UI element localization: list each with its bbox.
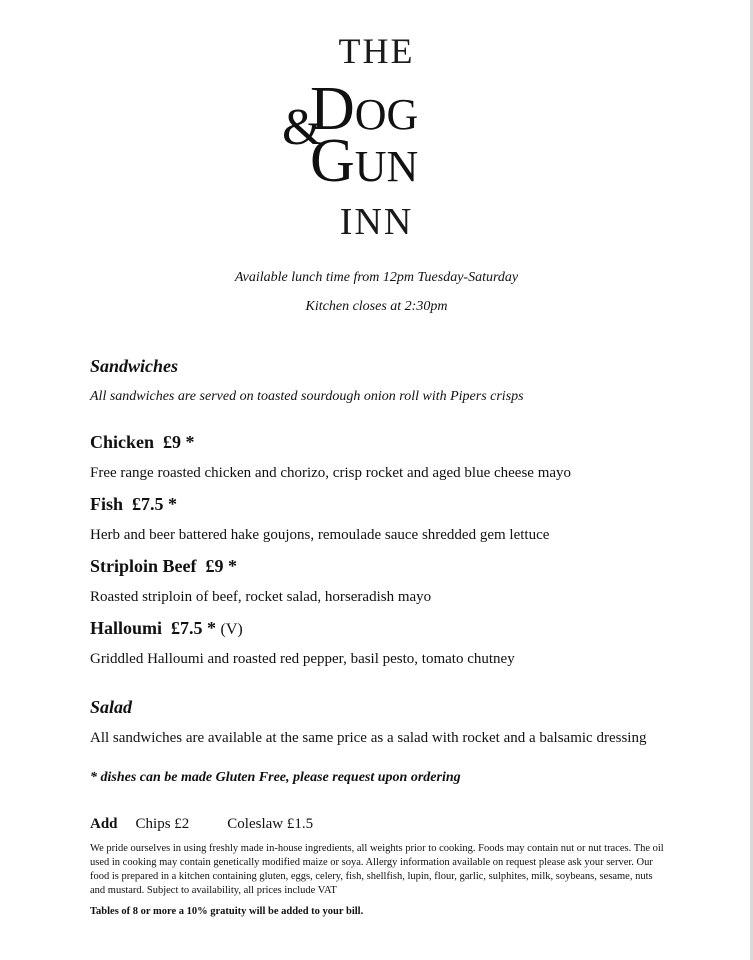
menu-item-halloumi: Halloumi £7.5 * (V) (90, 618, 243, 638)
sandwiches-heading: Sandwiches (90, 356, 179, 376)
sandwiches-note: All sandwiches are served on toasted sourdough onion roll with Pipers crisps (90, 389, 524, 404)
vegetarian-tag: (V) (220, 621, 243, 638)
menu-item-fish: Fish £7.5 * (90, 494, 178, 514)
gratuity-note: Tables of 8 or more a 10% gratuity will be added to your bill. (90, 906, 364, 917)
add-ons-row (90, 816, 351, 833)
menu-item-striploin-beef-description: Roasted striploin of beef, rocket salad, horseradish mayo (90, 589, 432, 605)
logo-dog-gun (282, 75, 482, 196)
logo-gun: GUN (310, 127, 419, 195)
menu-item-chicken: Chicken £9 * (90, 432, 195, 452)
gluten-free-note: * dishes can be made Gluten Free, please request upon ordering (90, 770, 461, 785)
menu-item-halloumi-description: Griddled Halloumi and roasted red pepper, basil pesto, tomato chutney (90, 651, 515, 667)
logo-inn: INN (339, 201, 414, 243)
logo-the: THE (338, 31, 415, 71)
add-coleslaw: Coleslaw £1.5 (227, 816, 314, 832)
menu-item-striploin-beef: Striploin Beef £9 * (90, 556, 237, 576)
menu-item-fish-description: Herb and beer battered hake goujons, remoulade sauce shredded gem lettuce (90, 527, 550, 543)
menu-item-chicken-description: Free range roasted chicken and chorizo, crisp rocket and aged blue cheese mayo (90, 465, 572, 481)
salad-description: All sandwiches are available at the same price as a salad with rocket and a balsamic dressing (90, 730, 647, 746)
allergy-info: We pride ourselves in using freshly made in-house ingredients, all weights prior to cooking. Foods may contain nut or nut traces. The oil used in cooking may contain genetically modified maize or soya. Allergy information available on request please ask your server. Our food is prepared in a kitchen containing gluten, eggs, celery, fish, shellfish, lupin, flour, garlic, sulphites, milk, soybeans, sesame, nuts and mustard. Subject to availability, all prices include VAT (90, 843, 664, 896)
add-label: Add (90, 816, 118, 832)
logo-dog: DOG (310, 75, 419, 143)
add-chips: Chips £2 (135, 816, 190, 832)
salad-heading: Salad (90, 697, 133, 717)
availability-text: Available lunch time from 12pm Tuesday-Saturday (234, 270, 519, 285)
kitchen-close-text: Kitchen closes at 2:30pm (305, 299, 448, 314)
logo-ampersand: & (282, 99, 323, 156)
